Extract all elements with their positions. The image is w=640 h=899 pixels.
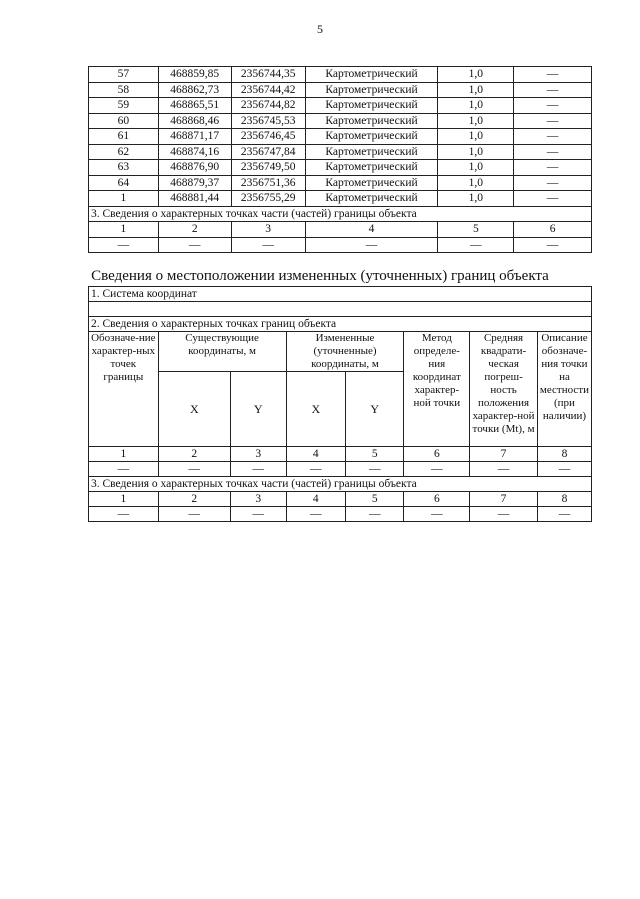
col-changed: Измененные (уточненные) координаты, м bbox=[286, 332, 404, 372]
table-cell: — bbox=[514, 129, 592, 145]
table-cell: 5 bbox=[438, 222, 514, 238]
table-cell: 63 bbox=[89, 160, 159, 176]
col-method: Метод определе-ния координат характер-ной точки bbox=[404, 332, 470, 447]
table-cell: 2 bbox=[158, 222, 231, 238]
table-cell: 8 bbox=[537, 492, 591, 507]
table-cell: 1 bbox=[89, 222, 159, 238]
table-cell: — bbox=[537, 507, 591, 522]
table-cell: — bbox=[514, 144, 592, 160]
table-cell: — bbox=[89, 507, 159, 522]
table-cell: 468874,16 bbox=[158, 144, 231, 160]
table-cell: — bbox=[346, 507, 404, 522]
table-cell: Картометрический bbox=[305, 160, 438, 176]
table-cell: — bbox=[514, 113, 592, 129]
table-cell: Картометрический bbox=[305, 129, 438, 145]
table-cell: 468881,44 bbox=[158, 191, 231, 207]
table-cell: 4 bbox=[286, 447, 345, 462]
table-cell: 1,0 bbox=[438, 82, 514, 98]
table-cell: 2356751,36 bbox=[231, 175, 305, 191]
col-point: Обозначе-ние характер-ных точек границы bbox=[89, 332, 159, 447]
table-cell: — bbox=[404, 507, 470, 522]
table-cell: 57 bbox=[89, 67, 159, 83]
table-cell: Картометрический bbox=[305, 191, 438, 207]
table-row bbox=[89, 160, 592, 176]
table-cell: 3 bbox=[230, 492, 286, 507]
table-cell: 468868,46 bbox=[158, 113, 231, 129]
table-cell: Картометрический bbox=[305, 82, 438, 98]
table-cell: — bbox=[514, 160, 592, 176]
table-cell: 1,0 bbox=[438, 129, 514, 145]
spacer-cell bbox=[89, 302, 592, 317]
table-cell: Картометрический bbox=[305, 113, 438, 129]
table-cell: 58 bbox=[89, 82, 159, 98]
table-cell: — bbox=[514, 237, 592, 253]
table-cell: Картометрический bbox=[305, 175, 438, 191]
table-cell: 2356744,42 bbox=[231, 82, 305, 98]
table-cell: — bbox=[286, 507, 345, 522]
table-cell: Картометрический bbox=[305, 98, 438, 114]
table-cell: — bbox=[286, 462, 345, 477]
table-cell: — bbox=[514, 82, 592, 98]
changed-x-label: X bbox=[286, 372, 345, 447]
table-cell: 1,0 bbox=[438, 191, 514, 207]
boundary-table bbox=[88, 286, 592, 522]
col-description: Описание обозначе-ния точки на местности (при наличии) bbox=[537, 332, 591, 447]
table-cell: — bbox=[230, 507, 286, 522]
table-cell: 1,0 bbox=[438, 144, 514, 160]
table1-section3-numbers-row bbox=[89, 222, 592, 238]
table-cell: 4 bbox=[305, 222, 438, 238]
section-heading: Сведения о местоположении измененных (уточненных) границ объекта bbox=[91, 268, 549, 284]
table2-section3-dashes-row bbox=[89, 507, 592, 522]
table-cell: 2356749,50 bbox=[231, 160, 305, 176]
table-cell: — bbox=[514, 98, 592, 114]
table-cell: 1 bbox=[89, 191, 159, 207]
table-cell: 2356755,29 bbox=[231, 191, 305, 207]
table-cell: — bbox=[514, 67, 592, 83]
table-cell: — bbox=[158, 237, 231, 253]
table1-section3-title-row bbox=[89, 206, 592, 222]
table-cell: 1,0 bbox=[438, 160, 514, 176]
coordinate-system-row bbox=[89, 287, 592, 302]
table-cell: — bbox=[537, 462, 591, 477]
table-cell: — bbox=[514, 175, 592, 191]
table-cell: 6 bbox=[404, 492, 470, 507]
table-cell: 3 bbox=[231, 222, 305, 238]
table-row bbox=[89, 129, 592, 145]
table1-section3-title: 3. Сведения о характерных точках части (частей) границы объекта bbox=[89, 206, 592, 222]
table-cell: 2 bbox=[158, 447, 230, 462]
table-cell: 4 bbox=[286, 492, 345, 507]
section2-title-row bbox=[89, 317, 592, 332]
table-cell: — bbox=[89, 462, 159, 477]
table-cell: — bbox=[346, 462, 404, 477]
table-cell: 61 bbox=[89, 129, 159, 145]
table-cell: — bbox=[470, 462, 538, 477]
table-cell: — bbox=[470, 507, 538, 522]
table-cell: 7 bbox=[470, 492, 538, 507]
table-cell: — bbox=[89, 237, 159, 253]
table-cell: 1,0 bbox=[438, 113, 514, 129]
table2-numbers-row bbox=[89, 447, 592, 462]
table-cell: 468871,17 bbox=[158, 129, 231, 145]
table-row bbox=[89, 98, 592, 114]
table-cell: 2356747,84 bbox=[231, 144, 305, 160]
table-cell: — bbox=[305, 237, 438, 253]
table-cell: 1,0 bbox=[438, 98, 514, 114]
table-cell: 2 bbox=[158, 492, 230, 507]
table-cell: 2356744,82 bbox=[231, 98, 305, 114]
table-cell: 468859,85 bbox=[158, 67, 231, 83]
table-cell: 468862,73 bbox=[158, 82, 231, 98]
table-cell: — bbox=[438, 237, 514, 253]
table2-section3-title-row bbox=[89, 477, 592, 492]
table2-section3-numbers-row bbox=[89, 492, 592, 507]
table-cell: — bbox=[230, 462, 286, 477]
table-cell: — bbox=[231, 237, 305, 253]
table-cell: 468879,37 bbox=[158, 175, 231, 191]
table-cell: 2356745,53 bbox=[231, 113, 305, 129]
coordinate-system-title: 1. Система координат bbox=[89, 287, 592, 302]
table-cell: 62 bbox=[89, 144, 159, 160]
spacer-row bbox=[89, 302, 592, 317]
table-cell: 2356744,35 bbox=[231, 67, 305, 83]
table-cell: 5 bbox=[346, 447, 404, 462]
header-row bbox=[89, 332, 592, 372]
table-cell: 2356746,45 bbox=[231, 129, 305, 145]
table-cell: 6 bbox=[404, 447, 470, 462]
table1-section3-dashes-row bbox=[89, 237, 592, 253]
table-row bbox=[89, 191, 592, 207]
table-cell: — bbox=[404, 462, 470, 477]
table-row bbox=[89, 144, 592, 160]
col-accuracy: Средняя квадрати-ческая погреш-ность положения характер-ной точки (Mt), м bbox=[470, 332, 538, 447]
points-table bbox=[88, 66, 592, 253]
table-cell: — bbox=[158, 462, 230, 477]
table2-section3-title: 3. Сведения о характерных точках части (частей) границы объекта bbox=[89, 477, 592, 492]
table-row bbox=[89, 113, 592, 129]
table-row bbox=[89, 82, 592, 98]
existing-y-label: Y bbox=[230, 372, 286, 447]
page-number: 5 bbox=[317, 22, 323, 36]
table-row bbox=[89, 175, 592, 191]
table-cell: — bbox=[158, 507, 230, 522]
table-cell: 59 bbox=[89, 98, 159, 114]
table-cell: 3 bbox=[230, 447, 286, 462]
table-cell: 7 bbox=[470, 447, 538, 462]
table-cell: 1 bbox=[89, 492, 159, 507]
table-cell: 6 bbox=[514, 222, 592, 238]
table-cell: 468865,51 bbox=[158, 98, 231, 114]
table-cell: 1,0 bbox=[438, 175, 514, 191]
table-cell: 5 bbox=[346, 492, 404, 507]
table-cell: 1 bbox=[89, 447, 159, 462]
existing-x-label: X bbox=[158, 372, 230, 447]
table-cell: 1,0 bbox=[438, 67, 514, 83]
table-cell: 468876,90 bbox=[158, 160, 231, 176]
table-row bbox=[89, 67, 592, 83]
table-cell: 60 bbox=[89, 113, 159, 129]
table-cell: 8 bbox=[537, 447, 591, 462]
changed-y-label: Y bbox=[346, 372, 404, 447]
table-cell: 64 bbox=[89, 175, 159, 191]
col-existing: Существующие координаты, м bbox=[158, 332, 286, 372]
table-cell: Картометрический bbox=[305, 67, 438, 83]
table2-dashes-row bbox=[89, 462, 592, 477]
table-cell: — bbox=[514, 191, 592, 207]
table-cell: Картометрический bbox=[305, 144, 438, 160]
section2-title: 2. Сведения о характерных точках границ объекта bbox=[89, 317, 592, 332]
